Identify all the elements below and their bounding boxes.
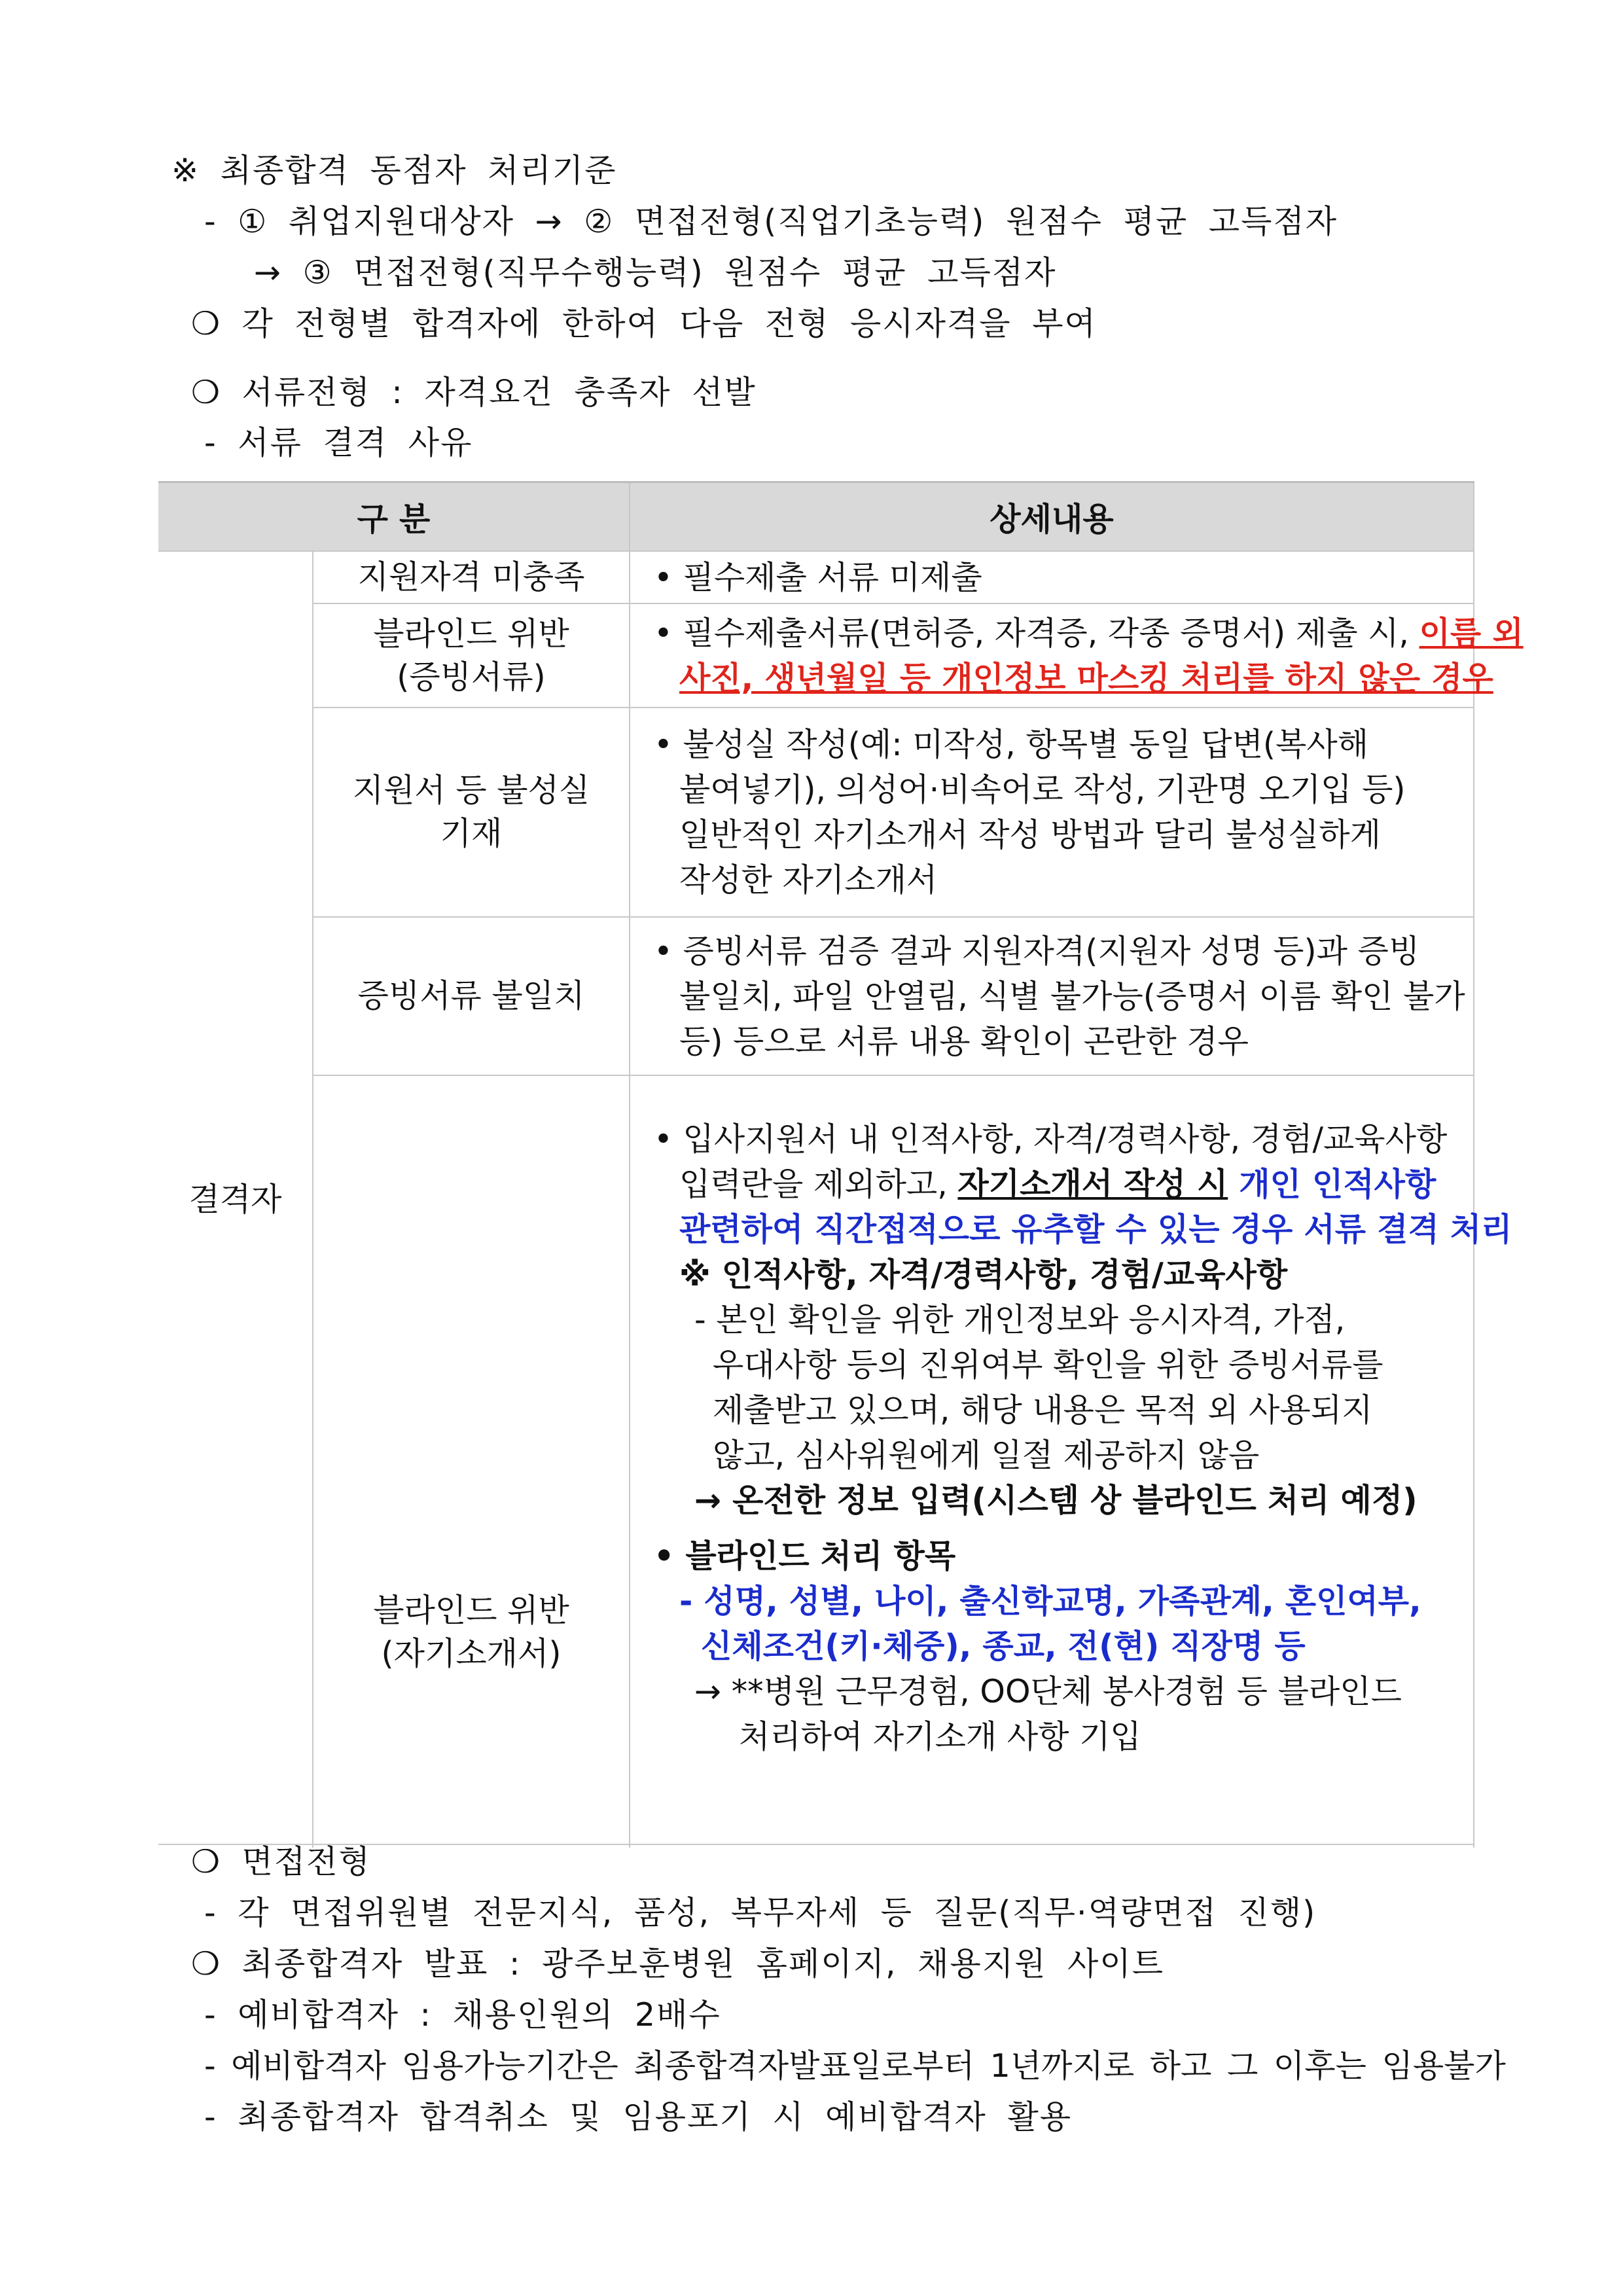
detail-text: • 입사지원서 내 인적사항, 자격/경력사항, 경험/교육사항 (654, 1121, 1448, 1158)
tie-break-rule-1: - ① 취업지원대상자 → ② 면접전형(직업기초능력) 원점수 평균 고득점자 (204, 203, 1338, 240)
detail-highlight: 신체조건(키·체중), 종교, 전(현) 직장명 등 (701, 1628, 1306, 1665)
tie-break-heading: ※ 최종합격 동점자 처리기준 (171, 152, 617, 189)
interview-detail: - 각 면접위원별 전문지식, 품성, 복무자세 등 질문(직무·역량면접 진행) (204, 1894, 1317, 1931)
disqualification-table (158, 481, 1524, 1848)
table-row (158, 708, 1474, 917)
header-category: 구 분 (158, 482, 630, 552)
detail-text: • 필수제출서류(면허증, 자격증, 각종 증명서) 제출 시, (654, 614, 1419, 652)
detail-text: 제출받고 있으며, 해당 내용은 목적 외 사용되지 (713, 1391, 1373, 1429)
detail-highlight: 사진, 생년월일 등 개인정보 마스킹 처리를 하지 않은 경우 (679, 659, 1493, 697)
category-label: 지원자격 미충족 (357, 558, 585, 596)
header-detail: 상세내용 (630, 482, 1474, 552)
detail-text: 않고, 심사위원에게 일절 제공하지 않음 (713, 1437, 1260, 1474)
table-row (158, 551, 1474, 603)
detail-text: • 불성실 작성(예: 미작성, 항목별 동일 답변(복사해 (654, 726, 1369, 763)
detail-text: 붙여넣기), 의성어·비속어로 작성, 기관명 오기입 등) (679, 771, 1406, 808)
detail-cell (630, 708, 1474, 917)
category-label: (자기소개서) (381, 1634, 562, 1672)
detail-text: 불일치, 파일 안열림, 식별 불가능(증명서 이름 확인 불가 (679, 977, 1465, 1015)
category-label: 증빙서류 불일치 (357, 977, 585, 1014)
table-row (158, 1075, 1474, 1848)
category-label: 기재 (440, 815, 503, 852)
category-cell (313, 603, 630, 708)
category-cell (313, 708, 630, 917)
table-header-row (158, 482, 1474, 552)
detail-highlight: - 성명, 성별, 나이, 출신학교명, 가족관계, 혼인여부, (679, 1583, 1421, 1620)
detail-text: • 증빙서류 검증 결과 지원자격(지원자 성명 등)과 증빙 (654, 932, 1420, 970)
category-label: 블라인드 위반 (373, 615, 569, 653)
document-disqualification-heading: - 서류 결격 사유 (204, 424, 473, 461)
table-row (158, 603, 1474, 708)
group-label: 결격자 (188, 1181, 282, 1218)
detail-highlight: 개인 인적사항 (1228, 1166, 1436, 1203)
detail-emphasis: ※ 인적사항, 자격/경력사항, 경험/교육사항 (679, 1256, 1288, 1293)
detail-text: → **병원 근무경험, OO단체 봉사경험 등 블라인드 (694, 1673, 1402, 1710)
detail-text: 입력란을 제외하고, (679, 1166, 958, 1203)
detail-emphasis: • 블라인드 처리 항목 (654, 1537, 956, 1575)
table-row (158, 917, 1474, 1075)
detail-text: 우대사항 등의 진위여부 확인을 위한 증빙서류를 (713, 1346, 1383, 1384)
detail-text: 일반적인 자기소개서 작성 방법과 달리 불성실하게 (679, 816, 1381, 853)
tie-break-rule-2: → ③ 면접전형(직무수행능력) 원점수 평균 고득점자 (254, 254, 1057, 291)
detail-text: 작성한 자기소개서 (679, 861, 938, 899)
detail-cell (630, 1075, 1512, 1848)
detail-text: • 필수제출 서류 미제출 (654, 558, 982, 596)
category-cell (313, 551, 630, 603)
detail-text: 처리하여 자기소개 사항 기입 (739, 1718, 1141, 1755)
category-label: (증빙서류) (397, 658, 546, 696)
detail-cell (630, 551, 1474, 603)
category-label: 지원서 등 불성실 (352, 772, 590, 809)
detail-highlight: 관련하여 직간접적으로 유추할 수 있는 경우 서류 결격 처리 (679, 1211, 1512, 1248)
document-screening-heading: ❍ 서류전형 : 자격요건 충족자 선발 (191, 374, 757, 411)
detail-emphasis: → 온전한 정보 입력(시스템 상 블라인드 처리 예정) (694, 1482, 1418, 1519)
reserve-usage: - 최종합격자 합격취소 및 임용포기 시 예비합격자 활용 (204, 2098, 1073, 2136)
reserve-period: - 예비합격자 임용가능기간은 최종합격자발표일로부터 1년까지로 하고 그 이후는 임용불가 (204, 2047, 1506, 2085)
detail-text: - 본인 확인을 위한 개인정보와 응시자격, 가점, (694, 1301, 1346, 1338)
detail-cell (630, 917, 1474, 1075)
category-label: 블라인드 위반 (373, 1591, 569, 1629)
category-cell (313, 1075, 630, 1848)
group-label-cell (158, 551, 313, 1848)
stage-qualification-note: ❍ 각 전형별 합격자에 한하여 다음 전형 응시자격을 부여 (191, 305, 1097, 342)
interview-heading: ❍ 면접전형 (191, 1843, 371, 1880)
final-announcement: ❍ 최종합격자 발표 : 광주보훈병원 홈페이지, 채용지원 사이트 (191, 1945, 1165, 1982)
detail-text: 등) 등으로 서류 내용 확인이 곤란한 경우 (679, 1022, 1249, 1060)
detail-highlight: 이름 외 (1419, 614, 1524, 652)
reserve-candidates: - 예비합격자 : 채용인원의 2배수 (204, 1996, 721, 2034)
detail-cell (630, 603, 1524, 708)
category-cell (313, 917, 630, 1075)
detail-emphasis: 자기소개서 작성 시 (957, 1166, 1228, 1203)
